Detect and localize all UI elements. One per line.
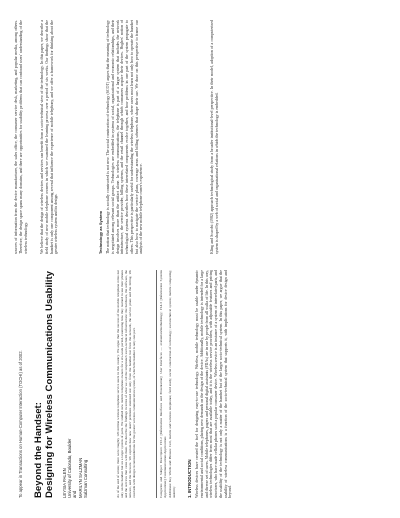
author-name: MARILYN SALZMAN: [77, 457, 83, 498]
journal-note: To appear in Transactions on Human-Computer Interaction (TOCHI) as of 2002.: [18, 350, 23, 498]
left-column: [0, 270, 400, 498]
paragraph: The notion that technology is socially constructed is not new. The social construction of technology (SCOT) argues that the meaning of technology is negotiated among relevant social groups. Technologies are embedded in systems of social, organizational and economic relationships, and their design involves more than the artifact alone. In wireless communications, the telephone is part of a larger system that includes the network infrastructure, the service provider, billing systems, and the retail channel through which consumers acquire their devices. Hughes' notion of technological systems describes how these interrelated components evolve together, and how problems in one part of the system propagate to others. This perspective is particularly useful for understanding the wireless telephone, where users must learn not only how to operate the handset but also how to navigate the service plans, coverage areas and billing schemes that shape their use. We draw on this perspective to frame our analysis of the new mobile telephone owner's experience.: [105, 20, 144, 254]
intro-paragraph: Wireless devices have created the fuel for designing easy-to-use technology. Wireless, mobile technology must be usable under dynamic environmental and social conditions, placing new demands on the design of the device. Additionally, mobile technology is intended for a large and diverse set of users. Mobile telephones, pagers and personal digital assistants (PDAs) are in use by people from all walks of life. In this way, wireless technologies differ from most that are available today, and it is the wireless service providers, with adjustable features and pricing structures, who have made cellular phones such a popular consumer device. Wireless service is an instance of a system of interrelated parts, and the usability of the technology is not only a matter of the handset but of the larger socio-technical system. In this paper, we argue that the usability of wireless communications is a function of the socio-technical system that supports it, with implications for device design and beyond.: [194, 270, 233, 498]
divider: [156, 270, 157, 498]
paper-title-line-2: Designing for Wireless Communications Usability: [44, 270, 55, 498]
categories: Categories and Subject Descriptors: H.5.2 [Information Interfaces and Presentation]: User Interfaces — evaluation/methodology; H.4.3 [Information Systems Applications]: Communications Applications: [159, 270, 167, 498]
author-affiliation: Salzman Consulting: [82, 459, 88, 498]
author-block: [62, 338, 88, 498]
author-affiliation: University of Colorado, Boulder: [67, 438, 73, 498]
abstract: As of the end of winter, there were roughly 120 million wireless telephone service users in this country. We argue that the success of the mobile telephone relies not only on the handset but on a larger system of parts. We studied new mobile telephone owners for a six-week period, examining how they learned to use their phones and the services that came with them. We describe the findings in terms of what we call the telephone's socio-technical infrastructure: the hardware, the software, the netware, and the bizware. We explain how new users' problems stemmed not only from the handset but from the network, the service plans and the billing. We conclude with design recommendations for the greater wireless communication system, of which the handset is only one part.: [116, 270, 136, 498]
subsection-heading: Technology as System: [98, 210, 103, 254]
author-name: LEYSIA PALEN: [62, 468, 67, 498]
paragraph: We believe that the design of wireless devices and services can benefit from a socio-technical view of the technology. In this paper, we describe a field study of new mobile telephone owners in which we examined the learning process over a period of six weeks. Our findings show that the handset is only one component among several that influence the experience of mobile telephony, and we offer a framework for thinking about the greater wireless system and its design.: [39, 20, 59, 254]
section-heading: 1. INTRODUCTION: [187, 459, 192, 498]
paragraph: sources of information from the device manufacturer, the sales office, the consumer service desk, marketing, and popular media, among others. Therefore, the design space spans many domains, and there are opportunities for usability problems that can confound users' understanding of the wireless technology.: [13, 20, 28, 254]
paper-title-line-1: Beyond the Handset:: [33, 402, 44, 498]
keywords: Additional Key Words and Phrases: Cell, mobile and wireless telephones; field study; social construction of technology; sociotechnical system; mobile computing; usability: [168, 270, 176, 498]
paragraph: Kling and Scacchi (1982) approach technological study from a broader institutional-level perspective. In their model, adoption of a computerized system is shaped by a web of social and organizational relations in which the technology is embedded.: [209, 20, 219, 254]
author-conjunction: and: [72, 490, 78, 498]
right-column: [0, 18, 400, 254]
